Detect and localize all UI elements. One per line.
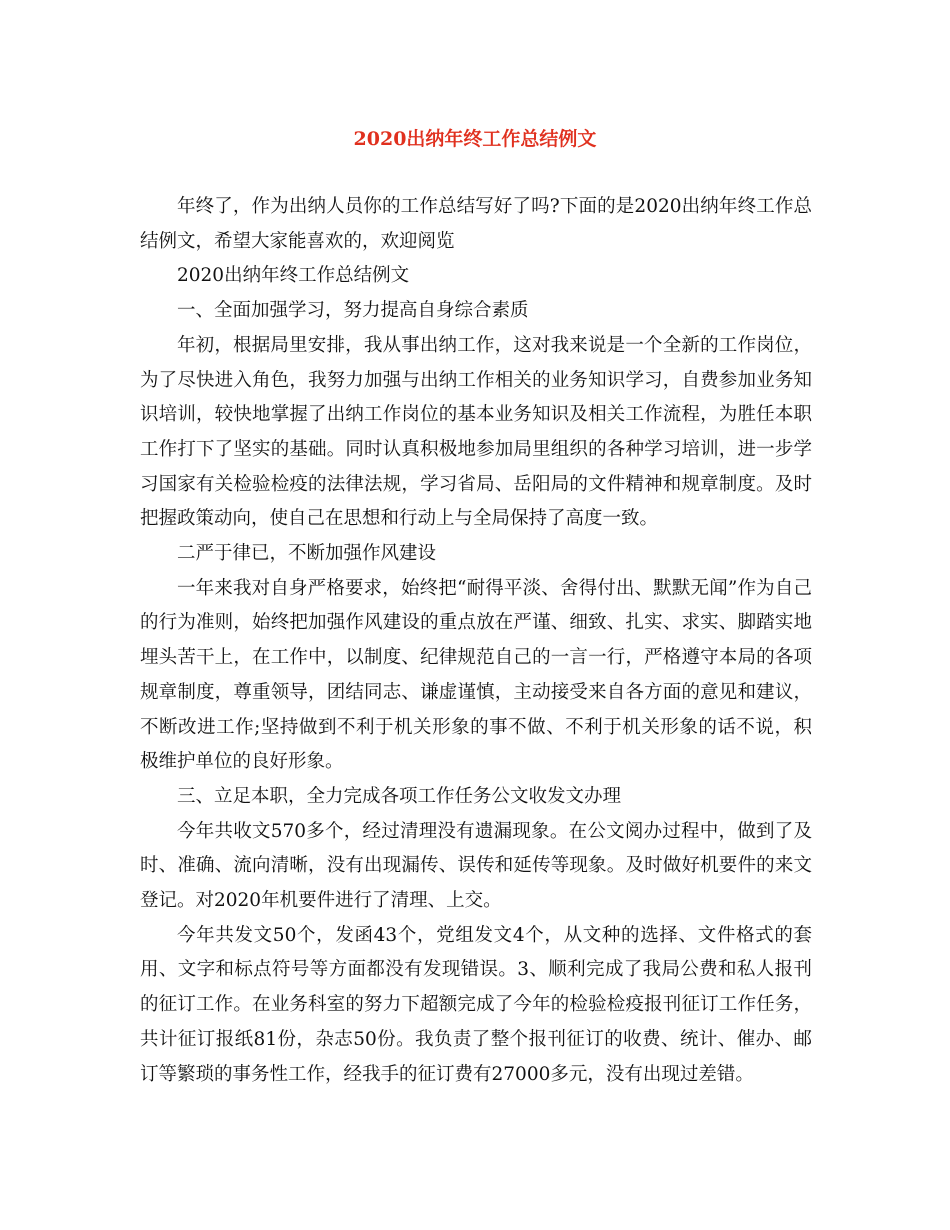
document-body (140, 190, 812, 1092)
section-heading-1: 一、全面加强学习，努力提高自身综合素质 (177, 300, 529, 322)
body-paragraph-2: 一年来我对自身严格要求，始终把“耐得平淡、舍得付出、默默无闻”作为自己的行为准则，始终把加强作风建设的重点放在严谨、细致、扎实、求实、脚踏实地埋头苦干上，在工作中，以制度、纪律规范自己的一言一行，严格遵守本局的各项规章制度，尊重领导，团结同志、谦虚谨慎，主动接受来自各方面的意见和建议，不断改进工作;坚持做到不利于机关形象的事不做、不利于机关形象的话不说，积极维护单位的良好形象。 (140, 577, 812, 773)
body-paragraph-3: 今年共收文570多个，经过清理没有遗漏现象。在公文阅办过程中，做到了及时、准确、流向清晰，没有出现漏传、误传和延传等现象。及时做好机要件的来文登记。对2020年机要件进行了清理、上交。 (140, 820, 812, 912)
subtitle-paragraph: 2020出纳年终工作总结例文 (177, 265, 410, 287)
intro-paragraph: 年终了，作为出纳人员你的工作总结写好了吗?下面的是2020出纳年终工作总结例文，希望大家能喜欢的，欢迎阅览 (140, 196, 812, 252)
section-heading-2: 二严于律已，不断加强作风建设 (177, 543, 437, 565)
body-paragraph-1: 年初，根据局里安排，我从事出纳工作，这对我来说是一个全新的工作岗位，为了尽快进入角色，我努力加强与出纳工作相关的业务知识学习，自费参加业务知识培训，较快地掌握了出纳工作岗位的基本业务知识及相关工作流程，为胜任本职工作打下了坚实的基础。同时认真积极地参加局里组织的各种学习培训，进一步学习国家有关检验检疫的法律法规，学习省局、岳阳局的文件精神和规章制度。及时把握政策动向，使自己在思想和行动上与全局保持了高度一致。 (140, 334, 812, 530)
document-title: 2020出纳年终工作总结例文 (353, 128, 597, 150)
body-paragraph-4: 今年共发文50个，发函43个，党组发文4个，从文种的选择、文件格式的套用、文字和标点符号等方面都没有发现错误。3、顺利完成了我局公费和私人报刊的征订工作。在业务科室的努力下超额完成了今年的检验检疫报刊征订工作任务，共计征订报纸81份，杂志50份。我负责了整个报刊征订的收费、统计、催办、邮订等繁琐的事务性工作，经我手的征订费有27000多元，没有出现过差错。 (140, 924, 812, 1085)
section-heading-3: 三、立足本职，全力完成各项工作任务公文收发文办理 (177, 785, 622, 807)
